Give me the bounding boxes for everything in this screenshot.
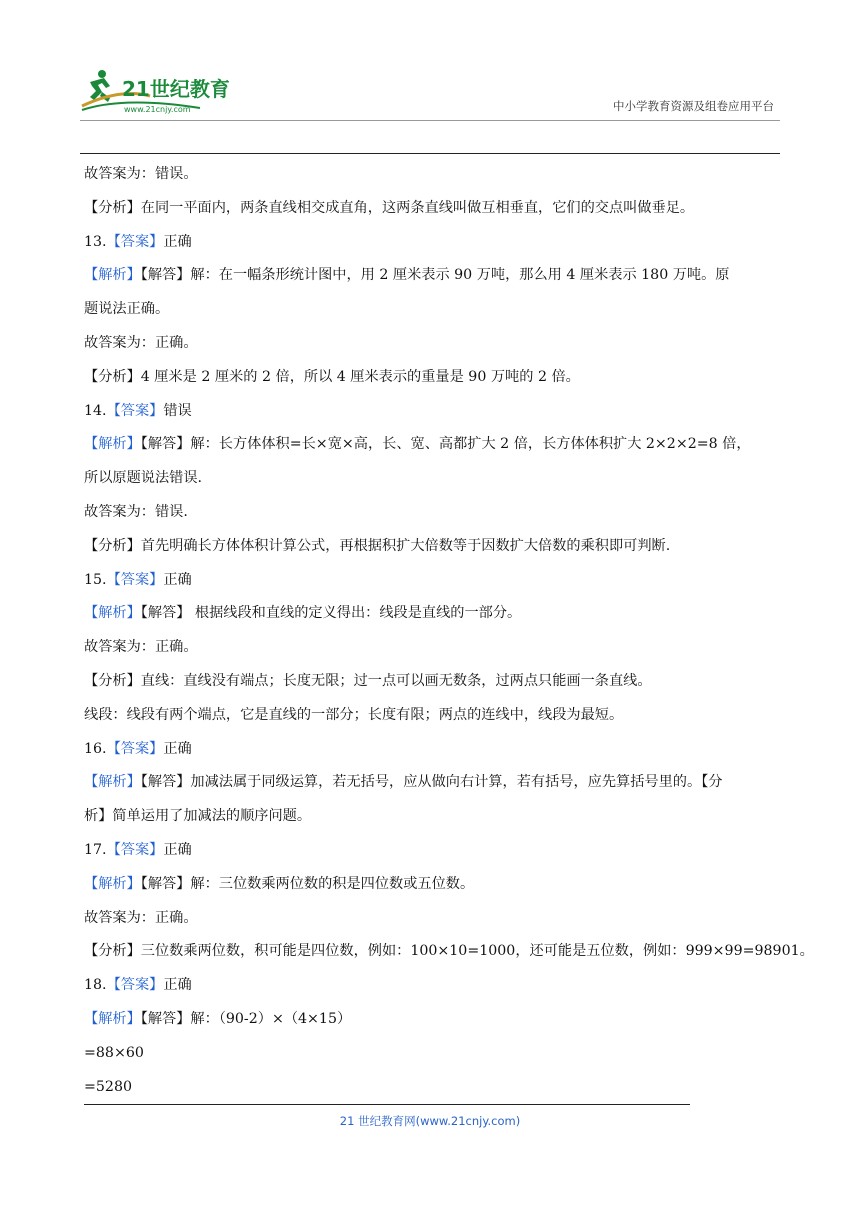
text-line xyxy=(84,597,780,631)
section-tag: 【解析】 xyxy=(84,774,141,791)
text-span: 15. xyxy=(84,571,107,588)
text-line xyxy=(84,834,780,868)
page-footer: 21 世纪教育网(www.21cnjy.com) xyxy=(339,1114,521,1128)
section-tag: 【答案】 xyxy=(106,402,164,419)
text-span: 错误 xyxy=(163,402,192,419)
text-line xyxy=(84,395,780,429)
text-span: 故答案为：错误. xyxy=(84,503,188,520)
text-span: 析】简单运用了加减法的顺序问题。 xyxy=(84,808,312,825)
text-span: =5280 xyxy=(84,1078,132,1095)
text-span: 18. xyxy=(84,977,107,994)
text-line xyxy=(84,327,780,361)
text-line xyxy=(84,902,780,936)
text-span: 正确 xyxy=(163,841,192,858)
text-span: 故答案为：正确。 xyxy=(84,639,198,656)
platform-name: 中小学教育资源及组卷应用平台 xyxy=(613,99,774,113)
section-tag: 【解析】 xyxy=(84,875,141,892)
text-span: 所以原题说法错误. xyxy=(84,470,203,487)
section-tag: 【答案】 xyxy=(106,571,164,588)
text-span: 【解答】解：在一幅条形统计图中，用 2 厘米表示 90 万吨，那么用 4 厘米表示 180 万吨。原 xyxy=(140,267,730,284)
text-line xyxy=(84,733,780,767)
section-tag: 【解析】 xyxy=(84,267,141,284)
header-rule xyxy=(80,120,780,121)
text-line xyxy=(84,699,780,733)
text-line xyxy=(84,766,780,800)
content-top-rule xyxy=(80,153,780,154)
text-line xyxy=(84,496,780,530)
text-span: 【解答】解：（90-2）×（4×15） xyxy=(140,1010,352,1027)
section-tag: 【解析】 xyxy=(84,1010,141,1027)
section-tag: 【答案】 xyxy=(106,841,164,858)
text-span: 14. xyxy=(84,402,107,419)
text-line xyxy=(84,969,780,1003)
text-span: =88×60 xyxy=(84,1044,144,1061)
text-line xyxy=(84,192,780,226)
text-span: 【分析】直线：直线没有端点；长度无限；过一点可以画无数条，过两点只能画一条直线。 xyxy=(84,672,652,689)
text-span: 【解答】解：长方体体积=长×宽×高，长、宽、高都扩大 2 倍，长方体体积扩大 2×2×2=8 倍， xyxy=(140,436,751,453)
text-line xyxy=(84,564,780,598)
logo-url: www.21cnjy.com xyxy=(124,105,191,114)
section-tag: 【答案】 xyxy=(106,740,164,757)
page-header xyxy=(80,60,780,120)
footer-rule xyxy=(84,1104,690,1105)
text-span: 故答案为：正确。 xyxy=(84,909,198,926)
text-span: 故答案为：正确。 xyxy=(84,334,198,351)
text-line xyxy=(84,530,780,564)
text-span: 【分析】三位数乘两位数，积可能是四位数，例如：100×10=1000，还可能是五位数，例如：999×99=98901。 xyxy=(84,943,814,960)
text-line xyxy=(84,428,780,462)
text-span: 16. xyxy=(84,740,107,757)
text-span: 正确 xyxy=(163,233,192,250)
text-span: 正确 xyxy=(163,977,192,994)
text-span: 【解答】解：三位数乘两位数的积是四位数或五位数。 xyxy=(140,875,475,892)
text-span: 13. xyxy=(84,233,107,250)
text-span: 正确 xyxy=(163,740,192,757)
section-tag: 【答案】 xyxy=(106,977,164,994)
text-line xyxy=(84,293,780,327)
text-line xyxy=(84,158,780,192)
text-span: 【解答】加减法属于同级运算，若无括号，应从做向右计算，若有括号，应先算括号里的。【分 xyxy=(140,774,723,791)
section-tag: 【解析】 xyxy=(84,436,141,453)
text-line xyxy=(84,631,780,665)
text-line xyxy=(84,1071,780,1105)
text-span: 题说法正确。 xyxy=(84,301,170,318)
text-line xyxy=(84,226,780,260)
text-line xyxy=(84,868,780,902)
section-tag: 【答案】 xyxy=(106,233,164,250)
text-span: 17. xyxy=(84,841,107,858)
text-line xyxy=(84,800,780,834)
text-line xyxy=(84,665,780,699)
text-line xyxy=(84,1037,780,1071)
text-span: 【分析】4 厘米是 2 厘米的 2 倍，所以 4 厘米表示的重量是 90 万吨的 2 倍。 xyxy=(84,368,580,385)
text-line xyxy=(84,1003,780,1037)
text-line xyxy=(84,935,814,969)
text-span: 正确 xyxy=(163,571,192,588)
text-span: 【分析】首先明确长方体体积计算公式，再根据积扩大倍数等于因数扩大倍数的乘积即可判断. xyxy=(84,537,671,554)
text-span: 【分析】在同一平面内，两条直线相交成直角，这两条直线叫做互相垂直，它们的交点叫做垂足。 xyxy=(84,199,695,216)
text-line xyxy=(84,462,780,496)
answer-content xyxy=(84,158,814,1104)
text-span: 故答案为：错误。 xyxy=(84,166,198,182)
site-logo xyxy=(80,66,280,116)
section-tag: 【解析】 xyxy=(84,605,141,622)
text-line xyxy=(84,361,780,395)
logo-text: 21世纪教育 xyxy=(122,77,230,101)
text-span: 线段：线段有两个端点，它是直线的一部分；长度有限；两点的连线中，线段为最短。 xyxy=(84,706,624,723)
text-span: 【解答】 根据线段和直线的定义得出：线段是直线的一部分。 xyxy=(140,605,522,622)
text-line xyxy=(84,259,780,293)
